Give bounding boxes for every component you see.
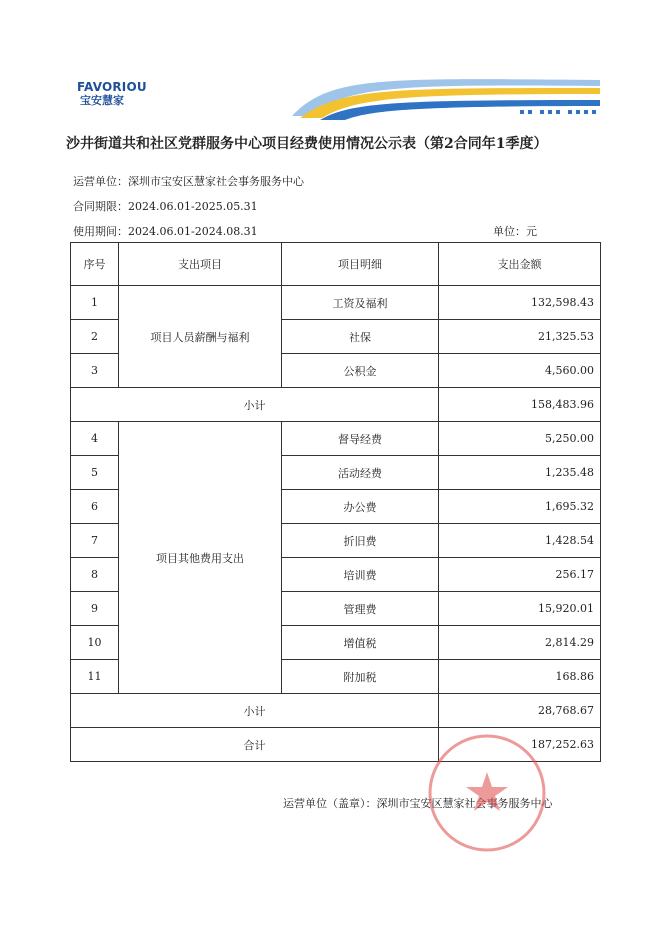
row-detail: 办公费 xyxy=(282,490,439,524)
row-no: 4 xyxy=(71,422,119,456)
row-amount: 5,250.00 xyxy=(439,422,601,456)
row-no: 6 xyxy=(71,490,119,524)
row-amount: 256.17 xyxy=(439,558,601,592)
subtotal-row xyxy=(71,694,601,728)
contract-label: 合同期限： xyxy=(73,200,128,213)
row-detail: 附加税 xyxy=(282,660,439,694)
row-no: 2 xyxy=(71,320,119,354)
row-amount: 168.86 xyxy=(439,660,601,694)
row-detail: 督导经费 xyxy=(282,422,439,456)
row-detail: 公积金 xyxy=(282,354,439,388)
official-seal-stamp xyxy=(426,732,548,854)
total-amount: 187,252.63 xyxy=(439,728,601,762)
contract-period-line xyxy=(73,198,258,214)
table-row xyxy=(71,422,601,456)
subtotal-label: 小计 xyxy=(71,388,439,422)
row-amount: 132,598.43 xyxy=(439,286,601,320)
category-cell: 项目其他费用支出 xyxy=(119,422,282,694)
row-no: 1 xyxy=(71,286,119,320)
logo-wordmark: FAVORIOU xyxy=(77,80,147,94)
expense-table xyxy=(70,242,601,762)
row-detail: 管理费 xyxy=(282,592,439,626)
row-amount: 15,920.01 xyxy=(439,592,601,626)
operator-value: 深圳市宝安区慧家社会事务服务中心 xyxy=(128,175,304,188)
header-amount: 支出金额 xyxy=(439,243,601,286)
header-no: 序号 xyxy=(71,243,119,286)
page-title: 沙井街道共和社区党群服务中心项目经费使用情况公示表（第2合同年1季度） xyxy=(66,136,548,152)
unit-label: 单位：元 xyxy=(493,225,537,238)
operator-line xyxy=(73,173,304,189)
contract-value: 2024.06.01-2025.05.31 xyxy=(128,200,258,213)
usage-label: 使用期间： xyxy=(73,225,128,238)
row-no: 8 xyxy=(71,558,119,592)
footer-signature-line: 运营单位（盖章）：深圳市宝安区慧家社会事务服务中心 xyxy=(283,797,553,810)
row-no: 9 xyxy=(71,592,119,626)
row-amount: 4,560.00 xyxy=(439,354,601,388)
row-no: 11 xyxy=(71,660,119,694)
row-detail: 培训费 xyxy=(282,558,439,592)
row-amount: 1,695.32 xyxy=(439,490,601,524)
subtotal-amount: 28,768.67 xyxy=(439,694,601,728)
row-detail: 增值税 xyxy=(282,626,439,660)
header-detail: 项目明细 xyxy=(282,243,439,286)
row-detail: 工资及福利 xyxy=(282,286,439,320)
row-no: 7 xyxy=(71,524,119,558)
table-header-row xyxy=(71,243,601,286)
usage-value: 2024.06.01-2024.08.31 xyxy=(128,225,258,238)
total-label: 合计 xyxy=(71,728,439,762)
usage-period-line xyxy=(73,223,258,239)
category-cell: 项目人员薪酬与福利 xyxy=(119,286,282,388)
subtotal-label: 小计 xyxy=(71,694,439,728)
row-detail: 社保 xyxy=(282,320,439,354)
row-no: 5 xyxy=(71,456,119,490)
operator-label: 运营单位： xyxy=(73,175,128,188)
logo-subtext: 宝安慧家 xyxy=(80,94,124,107)
row-amount: 1,428.54 xyxy=(439,524,601,558)
row-detail: 活动经费 xyxy=(282,456,439,490)
row-no: 10 xyxy=(71,626,119,660)
row-detail: 折旧费 xyxy=(282,524,439,558)
row-no: 3 xyxy=(71,354,119,388)
subtotal-amount: 158,483.96 xyxy=(439,388,601,422)
table-row xyxy=(71,286,601,320)
brand-logo xyxy=(77,80,157,112)
header-category: 支出项目 xyxy=(119,243,282,286)
row-amount: 21,325.53 xyxy=(439,320,601,354)
subtotal-row xyxy=(71,388,601,422)
row-amount: 1,235.48 xyxy=(439,456,601,490)
row-amount: 2,814.29 xyxy=(439,626,601,660)
